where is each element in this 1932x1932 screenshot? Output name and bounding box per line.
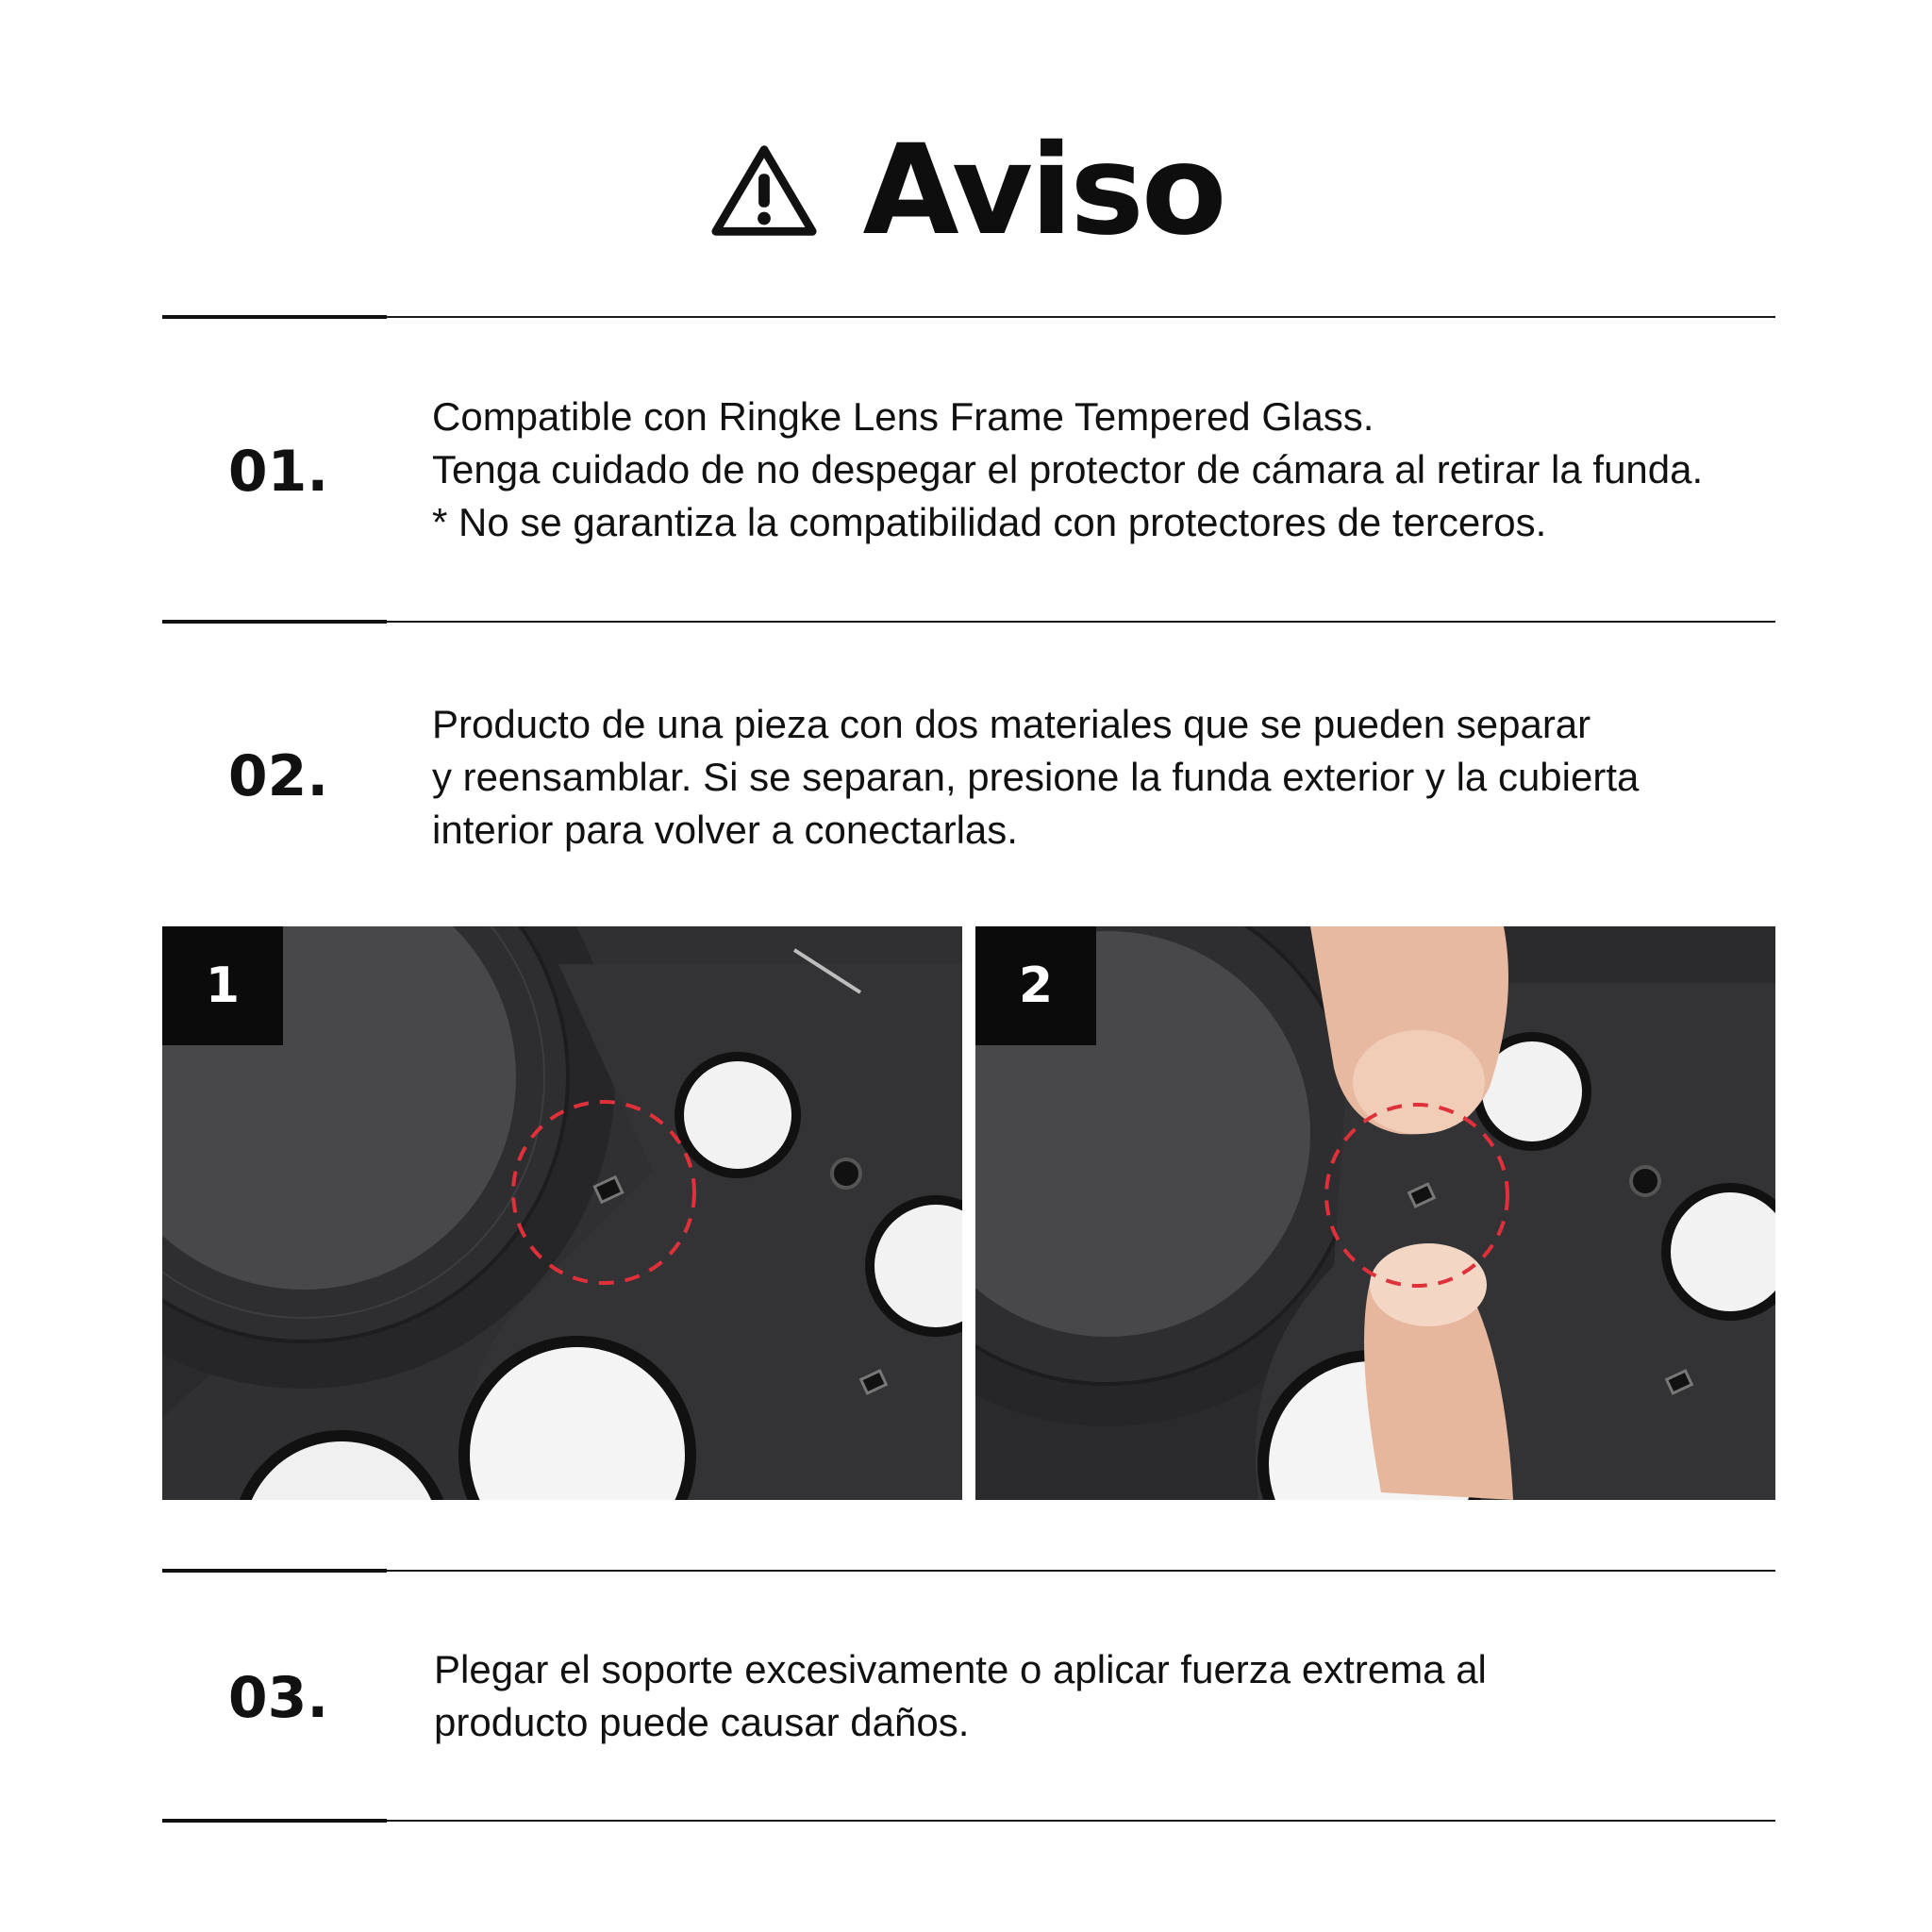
item-number: 01.: [227, 439, 329, 505]
item-line: Compatible con Ringke Lens Frame Tempered Glass.: [432, 394, 1374, 439]
item-line: Producto de una pieza con dos materiales que se pueden separar: [432, 702, 1591, 746]
item-text: [432, 698, 1828, 857]
warning-triangle-icon: [708, 142, 820, 240]
step-photo-2: [975, 926, 1775, 1500]
item-text: [432, 391, 1828, 549]
page-title: Aviso: [862, 118, 1224, 263]
item-number: 02.: [227, 743, 329, 809]
item-text: [434, 1643, 1830, 1749]
item-number: 03.: [227, 1665, 329, 1731]
divider: [162, 621, 1775, 623]
item-line: Tenga cuidado de no despegar el protector de cámara al retirar la funda.: [432, 447, 1704, 491]
item-line: y reensamblar. Si se separan, presione la funda exterior y la cubierta: [432, 755, 1640, 799]
item-line: interior para volver a conectarlas.: [432, 808, 1018, 852]
item-line: producto puede causar daños.: [434, 1700, 970, 1744]
step-photo-1: [162, 926, 962, 1500]
item-line: Plegar el soporte excesivamente o aplicar fuerza extrema al: [434, 1647, 1487, 1691]
notice-header: [0, 118, 1932, 263]
step-badge: 1: [162, 926, 283, 1045]
divider: [162, 316, 1775, 318]
item-line: * No se garantiza la compatibilidad con protectores de terceros.: [432, 500, 1547, 544]
step-badge: 2: [975, 926, 1096, 1045]
divider: [162, 1570, 1775, 1572]
divider: [162, 1820, 1775, 1822]
